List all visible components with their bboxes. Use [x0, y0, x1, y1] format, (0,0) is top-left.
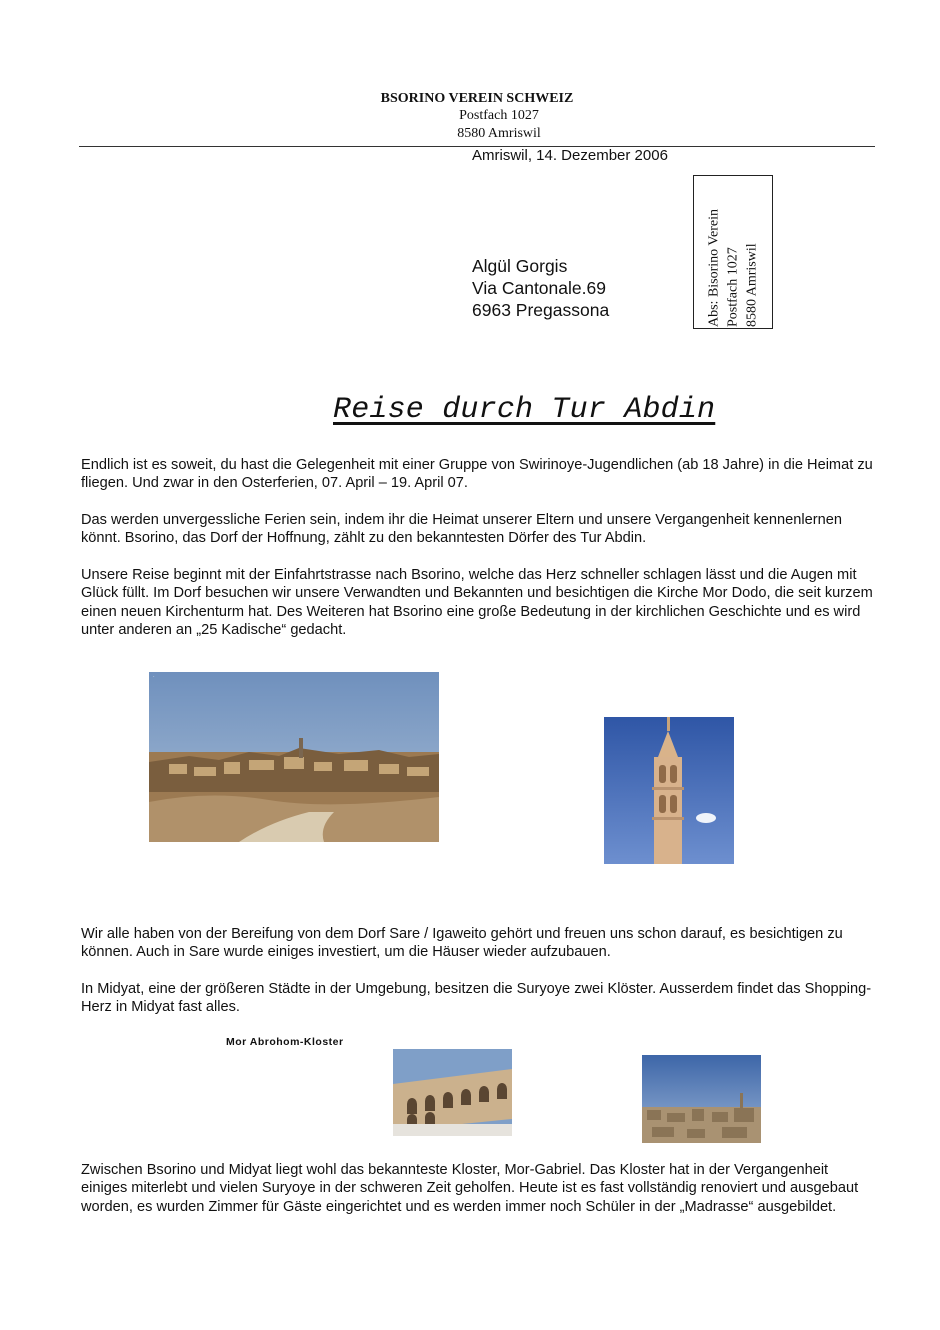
letter-date: Amriswil, 14. Dezember 2006	[472, 147, 668, 164]
monastery-photo	[393, 1049, 512, 1136]
recipient-street: Via Cantonale.69	[472, 278, 606, 298]
church-tower-photo	[604, 717, 734, 864]
paragraph-4: Wir alle haben von der Bereifung von dem Dorf Sare / Igaweito gehört und freuen uns schon darauf, es besichtigen zu können. Auch in Sare wurde einiges investiert, um die Häuser wieder aufzubauen.	[81, 926, 843, 961]
sender-line-1: Abs: Bisorino Verein	[706, 209, 722, 327]
recipient-city: 6963 Pregassona	[472, 300, 610, 320]
photo-caption: Mor Abrohom-Kloster	[226, 1036, 344, 1048]
sender-address-box	[693, 175, 773, 329]
paragraph-2: Das werden unvergessliche Ferien sein, indem ihr die Heimat unserer Eltern und unsere Vergangenheit kennenlernen könnt. Bsorino, das Dorf der Hoffnung, zählt zu den bekanntesten Dörfer des Tur Abdin.	[81, 512, 842, 547]
paragraph-6: Zwischen Bsorino und Midyat liegt wohl das bekannteste Kloster, Mor-Gabriel. Das Kloster hat in der Vergangenheit einiges miterlebt und vielen Suryoye in der schweren Zeit geholfen. Heute ist es fast vollständig renoviert und ausgebaut worden, es wurden Zimmer für Gäste eingerichtet und es werden immer noch Schüler in der „Madrasse“ ausgebildet.	[81, 1162, 859, 1215]
document-title: Reise durch Tur Abdin	[333, 393, 716, 427]
organization-name: BSORINO VEREIN SCHWEIZ	[380, 91, 574, 106]
village-road-photo	[149, 672, 439, 842]
paragraph-3: Unsere Reise beginnt mit der Einfahrtstrasse nach Bsorino, welche das Herz schneller schlagen lässt und die Augen mit Glück füllt. Im Dorf besuchen wir unsere Verwandten und Bekannten und besichtigen die Kirche Mor Dodo, die seit kurzem einen neuen Kirchenturm hat. Des Weiteren hat Bsorino eine große Bedeutung in der kirchlichen Geschichte und es wird unter anderen an „25 Kadische“ gedacht.	[81, 567, 873, 639]
sender-line-3: 8580 Amriswil	[744, 243, 760, 327]
sender-line-2: Postfach 1027	[725, 247, 741, 327]
paragraph-1: Endlich ist es soweit, du hast die Gelegenheit mit einer Gruppe von Swirinoye-Jugendlichen (ab 18 Jahre) in die Heimat zu fliegen. Und zwar in den Osterferien, 07. April – 19. April 07.	[81, 457, 873, 492]
recipient-name: Algül Gorgis	[472, 256, 568, 276]
midyat-town-photo	[642, 1055, 761, 1143]
paragraph-5: In Midyat, eine der größeren Städte in der Umgebung, besitzen die Suryoye zwei Klöster. Ausserdem findet das Shopping-Herz in Midyat fast alles.	[81, 981, 872, 1016]
org-postfach: Postfach 1027	[459, 108, 539, 123]
org-city: 8580 Amriswil	[457, 126, 541, 141]
svg-text:·: ·	[153, 674, 155, 680]
